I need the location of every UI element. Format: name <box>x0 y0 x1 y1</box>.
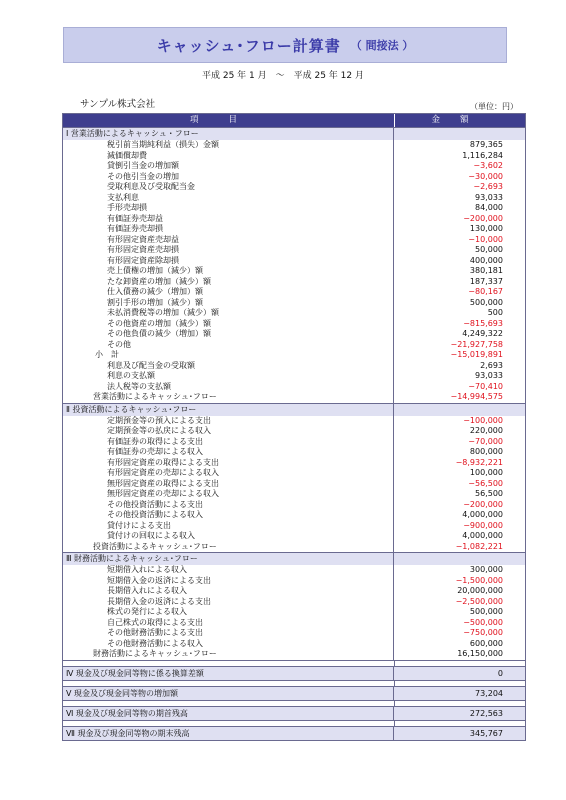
table-row <box>63 726 525 740</box>
method-label: （ 間接法 ） <box>350 39 414 52</box>
row-label: 営業活動によるキャッシュ･フロー <box>63 392 394 403</box>
row-amount: 16,150,000 <box>457 649 503 658</box>
row-label: Ⅱ 投資活動によるキャッシュ･フロー <box>63 404 394 416</box>
row-amount: −200,000 <box>463 213 503 223</box>
header-item: 項目 <box>63 114 395 127</box>
row-amount: 4,000,000 <box>462 510 503 519</box>
row-amount: 93,033 <box>475 192 503 202</box>
table-row <box>63 161 525 172</box>
table-row <box>63 214 525 225</box>
row-amount: 4,249,322 <box>462 329 503 338</box>
row-label: Ⅶ 現金及び現金同等物の期末残高 <box>63 727 394 740</box>
row-label: 減価償却費 <box>63 151 394 162</box>
row-label: その他引当金の増加 <box>63 172 394 183</box>
row-label: 長期借入金の返済による支出 <box>63 597 394 608</box>
row-label: 無形固定資産の売却による収入 <box>63 489 394 500</box>
row-amount: 4,000,000 <box>462 531 503 540</box>
row-amount: 600,000 <box>469 638 503 648</box>
row-label: 長期借入れによる収入 <box>63 586 394 597</box>
table-row <box>63 586 525 597</box>
row-amount: −2,693 <box>473 182 503 191</box>
row-label: 割引手形の増加（減少）額 <box>63 298 394 309</box>
table-row <box>63 382 525 393</box>
header-amount: 金額 <box>431 115 489 125</box>
row-label: たな卸資産の増加（減少）額 <box>63 277 394 288</box>
table-row <box>63 479 525 490</box>
table-row <box>63 639 525 650</box>
table-row <box>63 437 525 448</box>
row-label: 短期借入金の返済による支出 <box>63 576 394 587</box>
table-row <box>63 686 525 700</box>
table-row <box>63 426 525 437</box>
row-amount: −900,000 <box>463 520 503 530</box>
row-label: 株式の発行による収入 <box>63 607 394 618</box>
row-label: Ⅲ 財務活動によるキャッシュ･フロー <box>63 553 394 565</box>
table-row <box>63 319 525 330</box>
table-row <box>63 458 525 469</box>
table-row <box>63 266 525 277</box>
company-name: サンプル株式会社 <box>80 99 156 110</box>
table-row <box>63 607 525 618</box>
row-amount: 2,693 <box>480 360 503 370</box>
table-row <box>63 193 525 204</box>
row-amount: −70,000 <box>468 436 503 446</box>
row-amount: −21,927,758 <box>450 339 503 349</box>
row-amount: −30,000 <box>468 171 503 181</box>
row-amount: −1,082,221 <box>455 541 503 551</box>
row-amount: 272,563 <box>469 708 503 718</box>
table-row <box>63 224 525 235</box>
row-amount: 879,365 <box>469 140 503 149</box>
row-amount: 500,000 <box>469 607 503 616</box>
row-label: 法人税等の支払額 <box>63 382 394 393</box>
row-label: 有形固定資産除却損 <box>63 256 394 267</box>
row-amount: 1,116,284 <box>462 150 503 160</box>
row-label: その他資産の増加（減少）額 <box>63 319 394 330</box>
row-amount: 300,000 <box>469 565 503 574</box>
table-body <box>63 127 525 740</box>
table-row <box>63 392 525 403</box>
row-amount: 220,000 <box>469 426 503 435</box>
row-amount: −3,602 <box>473 161 503 170</box>
table-row <box>63 565 525 576</box>
row-label: Ⅵ 現金及び現金同等物の期首残高 <box>63 707 394 720</box>
table-row <box>63 245 525 256</box>
table-row <box>63 416 525 427</box>
row-amount: −15,019,891 <box>450 350 503 359</box>
row-amount: 187,337 <box>469 276 503 286</box>
row-label: 売上債権の増加（減少）額 <box>63 266 394 277</box>
row-label: 小 計 <box>63 350 394 361</box>
row-amount: 93,033 <box>475 371 503 380</box>
page-title: キャッシュ･フロー計算書 <box>156 36 341 55</box>
table-row <box>63 500 525 511</box>
row-amount: 56,500 <box>475 489 503 498</box>
row-label: Ⅰ 営業活動によるキャッシュ・フロー <box>63 128 394 140</box>
row-label: 手形売却損 <box>63 203 394 214</box>
unit-label: （単位：円） <box>470 102 518 111</box>
table-row <box>63 666 525 680</box>
row-label: 有形固定資産売却損 <box>63 245 394 256</box>
row-amount: −10,000 <box>468 234 503 244</box>
row-label: その他財務活動による支出 <box>63 628 394 639</box>
row-label: その他投資活動による支出 <box>63 500 394 511</box>
fiscal-period: 平成 25 年 1 月 ～ 平成 25 年 12 月 <box>202 71 364 81</box>
row-label: 税引前当期純利益（損失）金額 <box>63 140 394 151</box>
table-row <box>63 340 525 351</box>
row-amount: 380,181 <box>469 266 503 275</box>
table-row <box>63 172 525 183</box>
row-amount: −100,000 <box>463 415 503 425</box>
row-label: 有形固定資産の取得による支出 <box>63 458 394 469</box>
row-amount: −750,000 <box>463 628 503 637</box>
row-label: 利息及び配当金の受取額 <box>63 361 394 372</box>
row-label: 定期預金等の払戻による収入 <box>63 426 394 437</box>
table-row <box>63 203 525 214</box>
row-amount: 345,767 <box>469 728 503 738</box>
row-amount: −1,500,000 <box>455 575 503 585</box>
table-row <box>63 649 525 660</box>
row-amount <box>394 404 525 416</box>
row-label: 無形固定資産の取得による支出 <box>63 479 394 490</box>
title-banner <box>63 27 507 63</box>
row-amount: 20,000,000 <box>457 586 503 595</box>
table-row <box>63 151 525 162</box>
table-row <box>63 329 525 340</box>
row-label: 財務活動によるキャッシュ･フロー <box>63 649 394 660</box>
row-amount: 0 <box>497 668 503 678</box>
table-row <box>63 510 525 521</box>
row-amount: 500,000 <box>469 297 503 307</box>
row-label: 支払利息 <box>63 193 394 204</box>
row-amount: 500 <box>487 308 503 317</box>
table-row <box>63 298 525 309</box>
row-amount: −815,693 <box>463 318 503 328</box>
table-row <box>63 140 525 151</box>
row-amount: 130,000 <box>469 224 503 233</box>
row-label: 貸付けによる支出 <box>63 521 394 532</box>
table-row <box>63 182 525 193</box>
table-row <box>63 403 525 416</box>
row-amount: −14,994,575 <box>450 392 503 401</box>
table-row <box>63 447 525 458</box>
row-label: 定期預金等の預入による支出 <box>63 416 394 427</box>
table-header <box>63 114 525 127</box>
table-row <box>63 371 525 382</box>
row-amount: 50,000 <box>475 245 503 254</box>
row-label: 有価証券売却損 <box>63 224 394 235</box>
table-row <box>63 350 525 361</box>
row-label: 有価証券売却益 <box>63 214 394 225</box>
row-label: 投資活動によるキャッシュ･フロー <box>63 542 394 553</box>
table-row <box>63 618 525 629</box>
row-label: 仕入債務の減少（増加）額 <box>63 287 394 298</box>
row-amount: 73,204 <box>475 688 503 698</box>
cash-flow-table <box>62 113 526 741</box>
table-row <box>63 552 525 565</box>
row-amount: 84,000 <box>475 203 503 212</box>
table-row <box>63 489 525 500</box>
row-amount <box>394 128 525 140</box>
row-label: 未払消費税等の増加（減少）額 <box>63 308 394 319</box>
table-row <box>63 531 525 542</box>
row-label: 利息の支払額 <box>63 371 394 382</box>
row-amount <box>394 553 525 565</box>
row-label: その他財務活動による収入 <box>63 639 394 650</box>
row-label: Ⅳ 現金及び現金同等物に係る換算差額 <box>63 667 394 680</box>
row-label: Ⅴ 現金及び現金同等物の増加額 <box>63 687 394 700</box>
row-amount: −56,500 <box>468 478 503 488</box>
table-row <box>63 628 525 639</box>
row-amount: 100,000 <box>469 468 503 477</box>
table-row <box>63 706 525 720</box>
row-label: 有形固定資産売却益 <box>63 235 394 246</box>
row-amount: −70,410 <box>468 381 503 391</box>
table-row <box>63 468 525 479</box>
row-label: 受取利息及び受取配当金 <box>63 182 394 193</box>
row-amount: −2,500,000 <box>455 596 503 606</box>
table-row <box>63 597 525 608</box>
table-row <box>63 308 525 319</box>
row-amount: −500,000 <box>463 617 503 627</box>
row-label: その他 <box>63 340 394 351</box>
row-label: 短期借入れによる収入 <box>63 565 394 576</box>
row-label: 有価証券の売却による収入 <box>63 447 394 458</box>
row-label: 有形固定資産の売却による収入 <box>63 468 394 479</box>
table-row <box>63 127 525 140</box>
table-row <box>63 361 525 372</box>
row-amount: −8,932,221 <box>455 457 503 467</box>
table-row <box>63 521 525 532</box>
row-label: 貸付けの回収による収入 <box>63 531 394 542</box>
row-amount: −80,167 <box>468 287 503 296</box>
table-row <box>63 235 525 246</box>
row-amount: 400,000 <box>469 255 503 265</box>
row-amount: 800,000 <box>469 447 503 456</box>
table-row <box>63 542 525 553</box>
row-label: 自己株式の取得による支出 <box>63 618 394 629</box>
row-label: 有価証券の取得による支出 <box>63 437 394 448</box>
row-label: その他投資活動による収入 <box>63 510 394 521</box>
row-amount: −200,000 <box>463 499 503 509</box>
table-row <box>63 576 525 587</box>
table-row <box>63 287 525 298</box>
table-row <box>63 277 525 288</box>
row-label: 貸倒引当金の増加額 <box>63 161 394 172</box>
row-label: その他負債の減少（増加）額 <box>63 329 394 340</box>
table-row <box>63 256 525 267</box>
